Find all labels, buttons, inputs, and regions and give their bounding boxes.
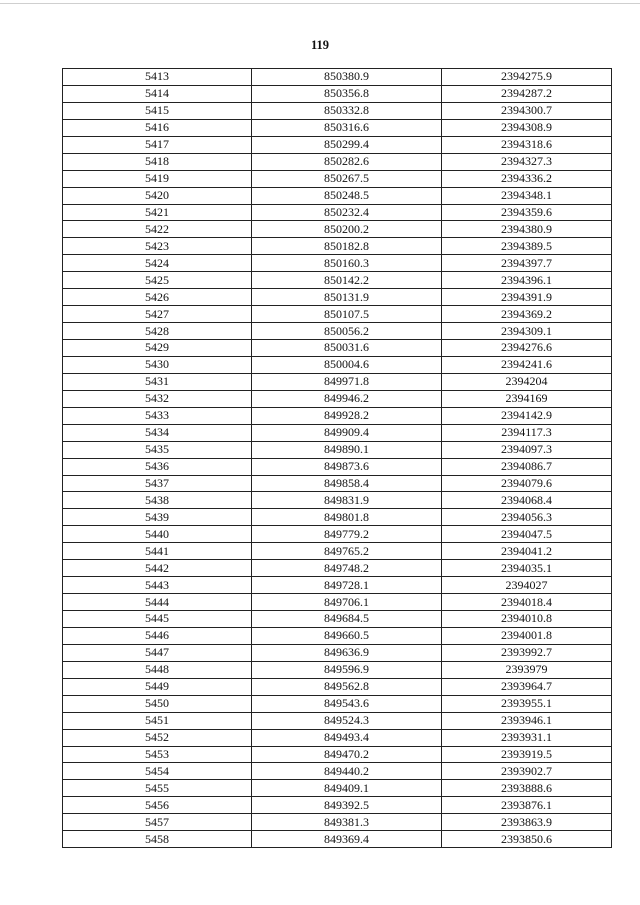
x-coordinate-cell: 849706.1 [252, 594, 442, 611]
y-coordinate-cell: 2394086.7 [442, 458, 612, 475]
table-row [63, 119, 612, 136]
point-number-cell: 5440 [63, 526, 252, 543]
table-row [63, 763, 612, 780]
table-row [63, 611, 612, 628]
table-row [63, 458, 612, 475]
point-number-cell: 5446 [63, 627, 252, 644]
x-coordinate-cell: 849470.2 [252, 746, 442, 763]
table-row [63, 272, 612, 289]
y-coordinate-cell: 2393992.7 [442, 644, 612, 661]
x-coordinate-cell: 849493.4 [252, 729, 442, 746]
table-row [63, 102, 612, 119]
table-row [63, 204, 612, 221]
point-number-cell: 5428 [63, 323, 252, 340]
x-coordinate-cell: 850160.3 [252, 255, 442, 272]
table-row [63, 306, 612, 323]
table-row [63, 678, 612, 695]
y-coordinate-cell: 2394142.9 [442, 407, 612, 424]
coordinates-table-body [63, 69, 612, 848]
table-row [63, 390, 612, 407]
y-coordinate-cell: 2394169 [442, 390, 612, 407]
table-row [63, 526, 612, 543]
y-coordinate-cell: 2394327.3 [442, 153, 612, 170]
point-number-cell: 5435 [63, 441, 252, 458]
y-coordinate-cell: 2394097.3 [442, 441, 612, 458]
point-number-cell: 5423 [63, 238, 252, 255]
point-number-cell: 5418 [63, 153, 252, 170]
table-row [63, 594, 612, 611]
table-row [63, 644, 612, 661]
x-coordinate-cell: 849831.9 [252, 492, 442, 509]
y-coordinate-cell: 2393902.7 [442, 763, 612, 780]
point-number-cell: 5431 [63, 373, 252, 390]
point-number-cell: 5453 [63, 746, 252, 763]
y-coordinate-cell: 2393931.1 [442, 729, 612, 746]
table-row [63, 797, 612, 814]
point-number-cell: 5427 [63, 306, 252, 323]
point-number-cell: 5415 [63, 102, 252, 119]
y-coordinate-cell: 2393946.1 [442, 712, 612, 729]
point-number-cell: 5425 [63, 272, 252, 289]
x-coordinate-cell: 849890.1 [252, 441, 442, 458]
table-row [63, 187, 612, 204]
point-number-cell: 5429 [63, 340, 252, 357]
y-coordinate-cell: 2394041.2 [442, 543, 612, 560]
point-number-cell: 5442 [63, 560, 252, 577]
point-number-cell: 5451 [63, 712, 252, 729]
point-number-cell: 5456 [63, 797, 252, 814]
point-number-cell: 5417 [63, 136, 252, 153]
point-number-cell: 5416 [63, 119, 252, 136]
x-coordinate-cell: 849562.8 [252, 678, 442, 695]
table-row [63, 85, 612, 102]
y-coordinate-cell: 2394047.5 [442, 526, 612, 543]
table-row [63, 221, 612, 238]
table-row [63, 69, 612, 86]
x-coordinate-cell: 849409.1 [252, 780, 442, 797]
table-row [63, 289, 612, 306]
table-row [63, 627, 612, 644]
point-number-cell: 5445 [63, 611, 252, 628]
x-coordinate-cell: 850299.4 [252, 136, 442, 153]
x-coordinate-cell: 850031.6 [252, 340, 442, 357]
x-coordinate-cell: 850316.6 [252, 119, 442, 136]
x-coordinate-cell: 850232.4 [252, 204, 442, 221]
y-coordinate-cell: 2394336.2 [442, 170, 612, 187]
table-row [63, 153, 612, 170]
table-row [63, 441, 612, 458]
x-coordinate-cell: 849369.4 [252, 831, 442, 848]
table-row [63, 424, 612, 441]
table-row [63, 492, 612, 509]
y-coordinate-cell: 2394308.9 [442, 119, 612, 136]
table-row [63, 475, 612, 492]
y-coordinate-cell: 2394389.5 [442, 238, 612, 255]
point-number-cell: 5430 [63, 356, 252, 373]
table-row [63, 407, 612, 424]
x-coordinate-cell: 849543.6 [252, 695, 442, 712]
y-coordinate-cell: 2394359.6 [442, 204, 612, 221]
point-number-cell: 5426 [63, 289, 252, 306]
x-coordinate-cell: 849660.5 [252, 627, 442, 644]
y-coordinate-cell: 2394068.4 [442, 492, 612, 509]
point-number-cell: 5450 [63, 695, 252, 712]
point-number-cell: 5421 [63, 204, 252, 221]
table-row [63, 661, 612, 678]
point-number-cell: 5443 [63, 577, 252, 594]
y-coordinate-cell: 2394396.1 [442, 272, 612, 289]
table-row [63, 814, 612, 831]
point-number-cell: 5458 [63, 831, 252, 848]
x-coordinate-cell: 849684.5 [252, 611, 442, 628]
x-coordinate-cell: 849748.2 [252, 560, 442, 577]
y-coordinate-cell: 2394348.1 [442, 187, 612, 204]
table-row [63, 712, 612, 729]
x-coordinate-cell: 849928.2 [252, 407, 442, 424]
y-coordinate-cell: 2394397.7 [442, 255, 612, 272]
x-coordinate-cell: 849381.3 [252, 814, 442, 831]
x-coordinate-cell: 849971.8 [252, 373, 442, 390]
x-coordinate-cell: 850282.6 [252, 153, 442, 170]
point-number-cell: 5434 [63, 424, 252, 441]
table-row [63, 543, 612, 560]
x-coordinate-cell: 850182.8 [252, 238, 442, 255]
point-number-cell: 5436 [63, 458, 252, 475]
point-number-cell: 5438 [63, 492, 252, 509]
x-coordinate-cell: 850380.9 [252, 69, 442, 86]
table-row [63, 509, 612, 526]
y-coordinate-cell: 2394300.7 [442, 102, 612, 119]
y-coordinate-cell: 2393876.1 [442, 797, 612, 814]
y-coordinate-cell: 2393955.1 [442, 695, 612, 712]
table-row [63, 373, 612, 390]
point-number-cell: 5444 [63, 594, 252, 611]
y-coordinate-cell: 2394018.4 [442, 594, 612, 611]
point-number-cell: 5455 [63, 780, 252, 797]
point-number-cell: 5413 [63, 69, 252, 86]
x-coordinate-cell: 849392.5 [252, 797, 442, 814]
y-coordinate-cell: 2394275.9 [442, 69, 612, 86]
table-row [63, 323, 612, 340]
point-number-cell: 5424 [63, 255, 252, 272]
x-coordinate-cell: 849858.4 [252, 475, 442, 492]
y-coordinate-cell: 2394241.6 [442, 356, 612, 373]
x-coordinate-cell: 849801.8 [252, 509, 442, 526]
top-page-rule [0, 3, 640, 4]
x-coordinate-cell: 850056.2 [252, 323, 442, 340]
x-coordinate-cell: 850248.5 [252, 187, 442, 204]
point-number-cell: 5448 [63, 661, 252, 678]
x-coordinate-cell: 849873.6 [252, 458, 442, 475]
x-coordinate-cell: 849909.4 [252, 424, 442, 441]
x-coordinate-cell: 850200.2 [252, 221, 442, 238]
y-coordinate-cell: 2394035.1 [442, 560, 612, 577]
table-row [63, 577, 612, 594]
x-coordinate-cell: 849779.2 [252, 526, 442, 543]
y-coordinate-cell: 2394309.1 [442, 323, 612, 340]
y-coordinate-cell: 2394391.9 [442, 289, 612, 306]
point-number-cell: 5457 [63, 814, 252, 831]
x-coordinate-cell: 849728.1 [252, 577, 442, 594]
table-row [63, 238, 612, 255]
table-row [63, 340, 612, 357]
x-coordinate-cell: 850142.2 [252, 272, 442, 289]
x-coordinate-cell: 849636.9 [252, 644, 442, 661]
point-number-cell: 5439 [63, 509, 252, 526]
table-row [63, 729, 612, 746]
y-coordinate-cell: 2394001.8 [442, 627, 612, 644]
y-coordinate-cell: 2393850.6 [442, 831, 612, 848]
y-coordinate-cell: 2393964.7 [442, 678, 612, 695]
point-number-cell: 5420 [63, 187, 252, 204]
y-coordinate-cell: 2393888.6 [442, 780, 612, 797]
x-coordinate-cell: 850004.6 [252, 356, 442, 373]
point-number-cell: 5422 [63, 221, 252, 238]
x-coordinate-cell: 849440.2 [252, 763, 442, 780]
y-coordinate-cell: 2394117.3 [442, 424, 612, 441]
point-number-cell: 5449 [63, 678, 252, 695]
y-coordinate-cell: 2394079.6 [442, 475, 612, 492]
table-row [63, 746, 612, 763]
point-number-cell: 5432 [63, 390, 252, 407]
table-row [63, 695, 612, 712]
table-row [63, 560, 612, 577]
x-coordinate-cell: 850332.8 [252, 102, 442, 119]
y-coordinate-cell: 2394369.2 [442, 306, 612, 323]
y-coordinate-cell: 2394027 [442, 577, 612, 594]
y-coordinate-cell: 2394056.3 [442, 509, 612, 526]
y-coordinate-cell: 2393919.5 [442, 746, 612, 763]
y-coordinate-cell: 2393863.9 [442, 814, 612, 831]
point-number-cell: 5454 [63, 763, 252, 780]
coordinates-table [62, 68, 612, 848]
x-coordinate-cell: 849765.2 [252, 543, 442, 560]
y-coordinate-cell: 2394276.6 [442, 340, 612, 357]
y-coordinate-cell: 2394318.6 [442, 136, 612, 153]
x-coordinate-cell: 850356.8 [252, 85, 442, 102]
x-coordinate-cell: 849596.9 [252, 661, 442, 678]
y-coordinate-cell: 2394287.2 [442, 85, 612, 102]
table-row [63, 255, 612, 272]
point-number-cell: 5441 [63, 543, 252, 560]
y-coordinate-cell: 2394380.9 [442, 221, 612, 238]
y-coordinate-cell: 2394204 [442, 373, 612, 390]
page-number: 119 [310, 38, 330, 52]
x-coordinate-cell: 850107.5 [252, 306, 442, 323]
point-number-cell: 5433 [63, 407, 252, 424]
table-row [63, 780, 612, 797]
point-number-cell: 5419 [63, 170, 252, 187]
point-number-cell: 5414 [63, 85, 252, 102]
x-coordinate-cell: 849524.3 [252, 712, 442, 729]
y-coordinate-cell: 2393979 [442, 661, 612, 678]
table-row [63, 170, 612, 187]
y-coordinate-cell: 2394010.8 [442, 611, 612, 628]
x-coordinate-cell: 850131.9 [252, 289, 442, 306]
table-row [63, 831, 612, 848]
x-coordinate-cell: 850267.5 [252, 170, 442, 187]
table-row [63, 356, 612, 373]
point-number-cell: 5447 [63, 644, 252, 661]
table-row [63, 136, 612, 153]
point-number-cell: 5437 [63, 475, 252, 492]
x-coordinate-cell: 849946.2 [252, 390, 442, 407]
point-number-cell: 5452 [63, 729, 252, 746]
